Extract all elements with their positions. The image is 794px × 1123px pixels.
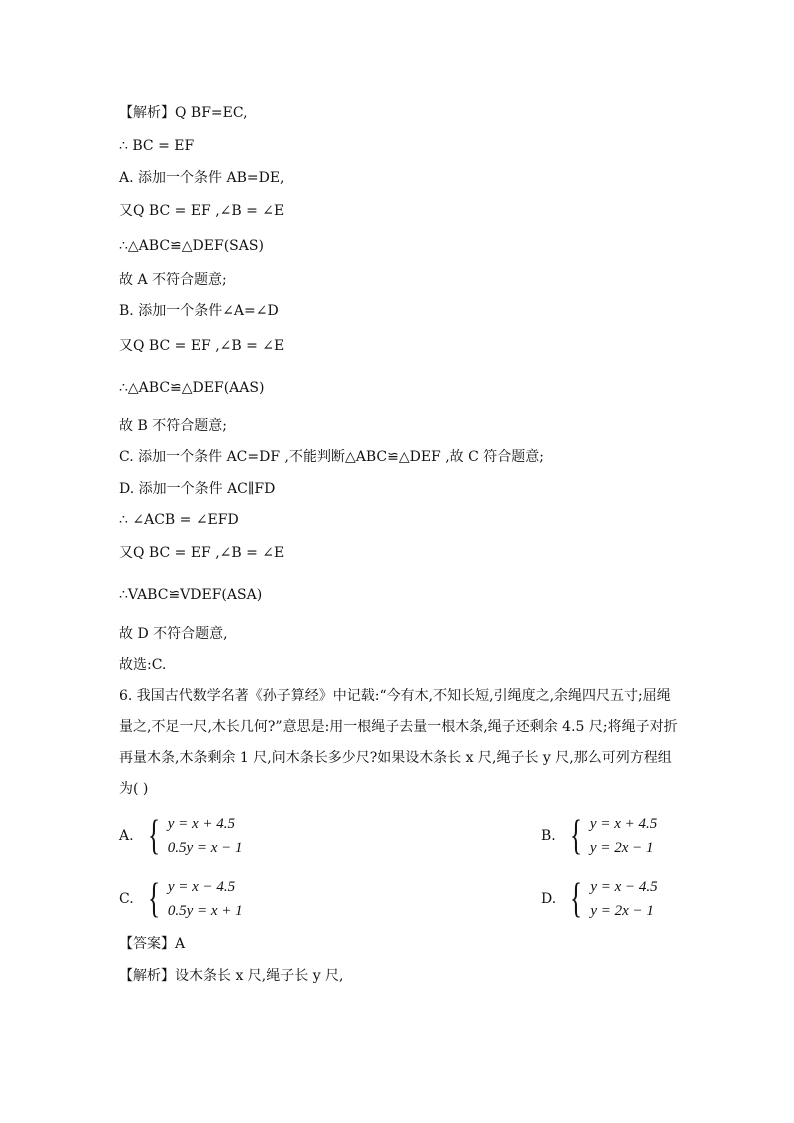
analysis-line-13: ∴ ∠ACB = ∠EFD (119, 512, 239, 528)
option-c-eq1: y = x − 4.5 (167, 879, 236, 895)
analysis-line-6: 故 A 不符合题意; (119, 272, 227, 288)
analysis-line-3: A. 添加一个条件 AB=DE, (119, 170, 285, 186)
analysis-line-17: 故选:C. (119, 657, 167, 673)
option-a-label: A. (119, 828, 134, 844)
analysis-line-16: 故 D 不符合题意, (119, 626, 228, 642)
question-6-text: 6. 我国古代数学名著《孙子算经》中记载:“今有木,不知长短,引绳度之,余绳四尺五寸;屈绳量之,不足一尺,木长几何?”意思是:用一根绳子去量一根木条,绳子还剩余 4.5 尺;将绳子对折再量木条,木条剩余 1 尺,问木条长多少尺?如果设木条长 x 尺,绳子长 y 尺,那么可列方程组为( ) (119, 688, 678, 797)
option-a-eq1: y = x + 4.5 (167, 816, 236, 832)
analysis-line-7: B. 添加一个条件∠A=∠D (119, 303, 279, 319)
analysis-intro-line: 【解析】设木条长 x 尺,绳子长 y 尺, (119, 968, 344, 984)
option-b-eq1: y = x + 4.5 (589, 816, 658, 832)
analysis-line-5: ∴△ABC≌△DEF(SAS) (119, 238, 264, 254)
analysis-line-14: 又Q BC = EF ,∠B = ∠E (119, 545, 285, 561)
option-b-eq2: y = 2x − 1 (589, 840, 654, 856)
option-b-label: B. (541, 828, 556, 844)
analysis-line-9: ∴△ABC≌△DEF(AAS) (119, 380, 265, 396)
answer-line: 【答案】A (119, 936, 186, 952)
brace-icon: { (147, 813, 160, 859)
option-d-eq1: y = x − 4.5 (590, 879, 658, 895)
analysis-line-8: 又Q BC = EF ,∠B = ∠E (119, 338, 285, 354)
analysis-line-15: ∴VABC≌VDEF(ASA) (119, 587, 263, 603)
option-c (119, 875, 243, 923)
analysis-line-10: 故 B 不符合题意; (119, 418, 227, 434)
brace-icon: { (570, 876, 583, 922)
analysis-line-4: 又Q BC = EF ,∠B = ∠E (119, 203, 285, 219)
option-b (541, 812, 657, 860)
analysis-line-2: ∴ BC = EF (119, 138, 195, 154)
option-c-eq2: 0.5y = x + 1 (167, 903, 243, 919)
option-a-eq2: 0.5y = x − 1 (167, 840, 243, 856)
option-a (119, 812, 243, 860)
analysis-line-1: 【解析】Q BF=EC, (119, 105, 248, 121)
brace-icon: { (147, 876, 160, 922)
analysis-line-11: C. 添加一个条件 AC=DF ,不能判断△ABC≌△DEF ,故 C 符合题意; (119, 449, 544, 465)
option-d-label: D. (541, 891, 557, 907)
brace-icon: { (569, 813, 582, 859)
analysis-line-12: D. 添加一个条件 AC∥FD (119, 481, 276, 497)
option-d (541, 875, 658, 923)
option-c-label: C. (119, 891, 134, 907)
option-d-eq2: y = 2x − 1 (590, 903, 654, 919)
